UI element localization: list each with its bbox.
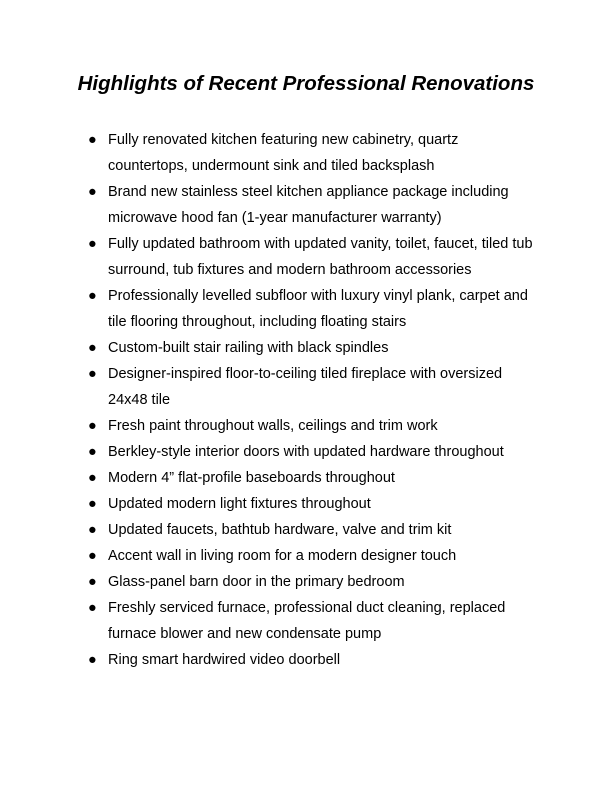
list-item xyxy=(88,543,538,569)
bullet-icon: ● xyxy=(88,548,97,564)
list-item xyxy=(88,517,538,543)
bullet-icon: ● xyxy=(88,444,97,460)
bullet-icon: ● xyxy=(88,522,97,538)
list-item xyxy=(88,465,538,491)
list-item-text: Custom-built stair railing with black spindles xyxy=(108,340,389,356)
bullet-icon: ● xyxy=(88,470,97,486)
bullet-icon: ● xyxy=(88,236,97,252)
list-item xyxy=(88,231,538,283)
list-item-text: Fresh paint throughout walls, ceilings and trim work xyxy=(108,418,438,434)
list-item xyxy=(88,491,538,517)
list-item-text: Ring smart hardwired video doorbell xyxy=(108,652,341,668)
list-item-text: Accent wall in living room for a modern designer touch xyxy=(108,548,457,564)
list-item xyxy=(88,127,538,179)
list-item-text: Modern 4” flat-profile baseboards throughout xyxy=(108,470,395,486)
list-item-text: Designer-inspired floor-to-ceiling tiled fireplace with oversized 24x48 tile xyxy=(108,366,503,408)
list-item xyxy=(88,595,538,647)
bullet-icon: ● xyxy=(88,418,97,434)
list-item-text: Professionally levelled subfloor with luxury vinyl plank, carpet and tile flooring throughout, including floating stairs xyxy=(108,288,528,330)
list-item-text: Brand new stainless steel kitchen appliance package including microwave hood fan (1-year manufacturer warranty) xyxy=(108,184,509,226)
bullet-icon: ● xyxy=(88,288,97,304)
bullet-icon: ● xyxy=(88,366,97,382)
bullet-icon: ● xyxy=(88,600,97,616)
list-item xyxy=(88,413,538,439)
list-item-text: Updated modern light fixtures throughout xyxy=(108,496,371,512)
bullet-icon: ● xyxy=(88,340,97,356)
list-item-text: Freshly serviced furnace, professional duct cleaning, replaced furnace blower and new condensate pump xyxy=(108,600,506,642)
list-item-text: Fully renovated kitchen featuring new cabinetry, quartz countertops, undermount sink and tiled backsplash xyxy=(108,132,459,174)
bullet-icon: ● xyxy=(88,574,97,590)
list-item-text: Fully updated bathroom with updated vanity, toilet, faucet, tiled tub surround, tub fixtures and modern bathroom accessories xyxy=(108,236,533,278)
bullet-icon: ● xyxy=(88,184,97,200)
list-item-text: Glass-panel barn door in the primary bedroom xyxy=(108,574,405,590)
list-item xyxy=(88,283,538,335)
bullet-icon: ● xyxy=(88,496,97,512)
list-item-text: Updated faucets, bathtub hardware, valve and trim kit xyxy=(108,522,452,538)
renovation-highlights-list xyxy=(88,127,538,673)
list-item xyxy=(88,647,538,673)
list-item xyxy=(88,361,538,413)
list-item xyxy=(88,439,538,465)
bullet-icon: ● xyxy=(88,132,97,148)
list-item xyxy=(88,569,538,595)
bullet-icon: ● xyxy=(88,652,97,668)
page-title: Highlights of Recent Professional Renovations xyxy=(77,72,535,95)
list-item xyxy=(88,179,538,231)
list-item xyxy=(88,335,538,361)
list-item-text: Berkley-style interior doors with updated hardware throughout xyxy=(108,444,504,460)
